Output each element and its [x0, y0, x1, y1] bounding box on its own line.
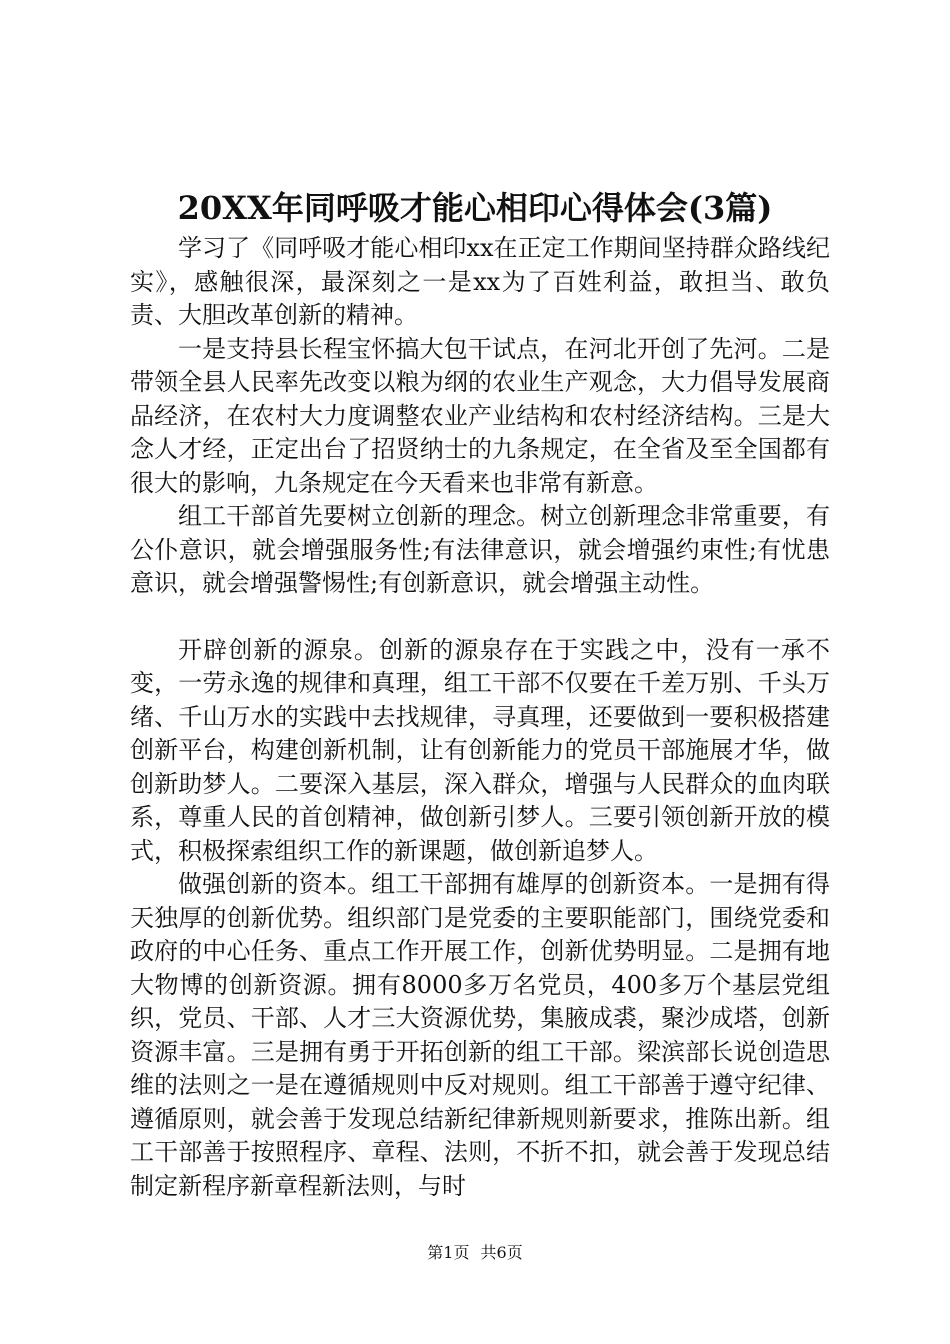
page-footer — [0, 1242, 950, 1264]
page-number: 第1页 — [427, 1243, 470, 1262]
paragraph-3: 组工干部首先要树立创新的理念。树立创新理念非常重要，有公仆意识，就会增强服务性;有法律意识，就会增强约束性;有忧患意识，就会增强警惕性;有创新意识，就会增强主动性。 — [130, 502, 830, 597]
paragraph-2: 一是支持县长程宝怀搞大包干试点，在河北开创了先河。二是带领全县人民率先改变以粮为纲的农业生产观念，大力倡导发展商品经济，在农村大力度调整农业产业结构和农村经济结构。三是大念人才经，正定出台了招贤纳士的九条规定，在全省及至全国都有很大的影响，九条规定在今天看来也非常有新意。 — [130, 334, 830, 497]
document-title: 20XX年同呼吸才能心相印心得体会(3篇) — [177, 189, 773, 227]
document-body — [130, 232, 830, 1203]
page-total: 共6页 — [480, 1243, 523, 1262]
paragraph-spacer — [130, 601, 830, 634]
paragraph-4: 开辟创新的源泉。创新的源泉存在于实践之中，没有一承不变，一劳永逸的规律和真理，组工干部不仅要在千差万别、千头万绪、千山万水的实践中去找规律，寻真理，还要做到一要积极搭建创新平台，构建创新机制，让有创新能力的党员干部施展才华，做创新助梦人。二要深入基层，深入群众，增强与人民群众的血肉联系，尊重人民的首创精神，做创新引梦人。三要引领创新开放的模式，积极探索组织工作的新课题，做创新追梦人。 — [130, 635, 830, 865]
paragraph-5: 做强创新的资本。组工干部拥有雄厚的创新资本。一是拥有得天独厚的创新优势。组织部门是党委的主要职能部门，围绕党委和政府的中心任务、重点工作开展工作，创新优势明显。二是拥有地大物博的创新资源。拥有8000多万名党员，400多万个基层党组织，党员、干部、人才三大资源优势，集腋成裘，聚沙成塔，创新资源丰富。三是拥有勇于开拓创新的组工干部。梁滨部长说创造思维的法则之一是在遵循规则中反对规则。组工干部善于遵守纪律、遵循原则，就会善于发现总结新纪律新规则新要求，推陈出新。组工干部善于按照程序、章程、法则，不折不扣，就会善于发现总结制定新程序新章程新法则，与时 — [130, 870, 830, 1200]
paragraph-1: 学习了《同呼吸才能心相印xx在正定工作期间坚持群众路线纪实》，感触很深，最深刻之一是xx为了百姓利益，敢担当、敢负责、大胆改革创新的精神。 — [130, 234, 830, 329]
